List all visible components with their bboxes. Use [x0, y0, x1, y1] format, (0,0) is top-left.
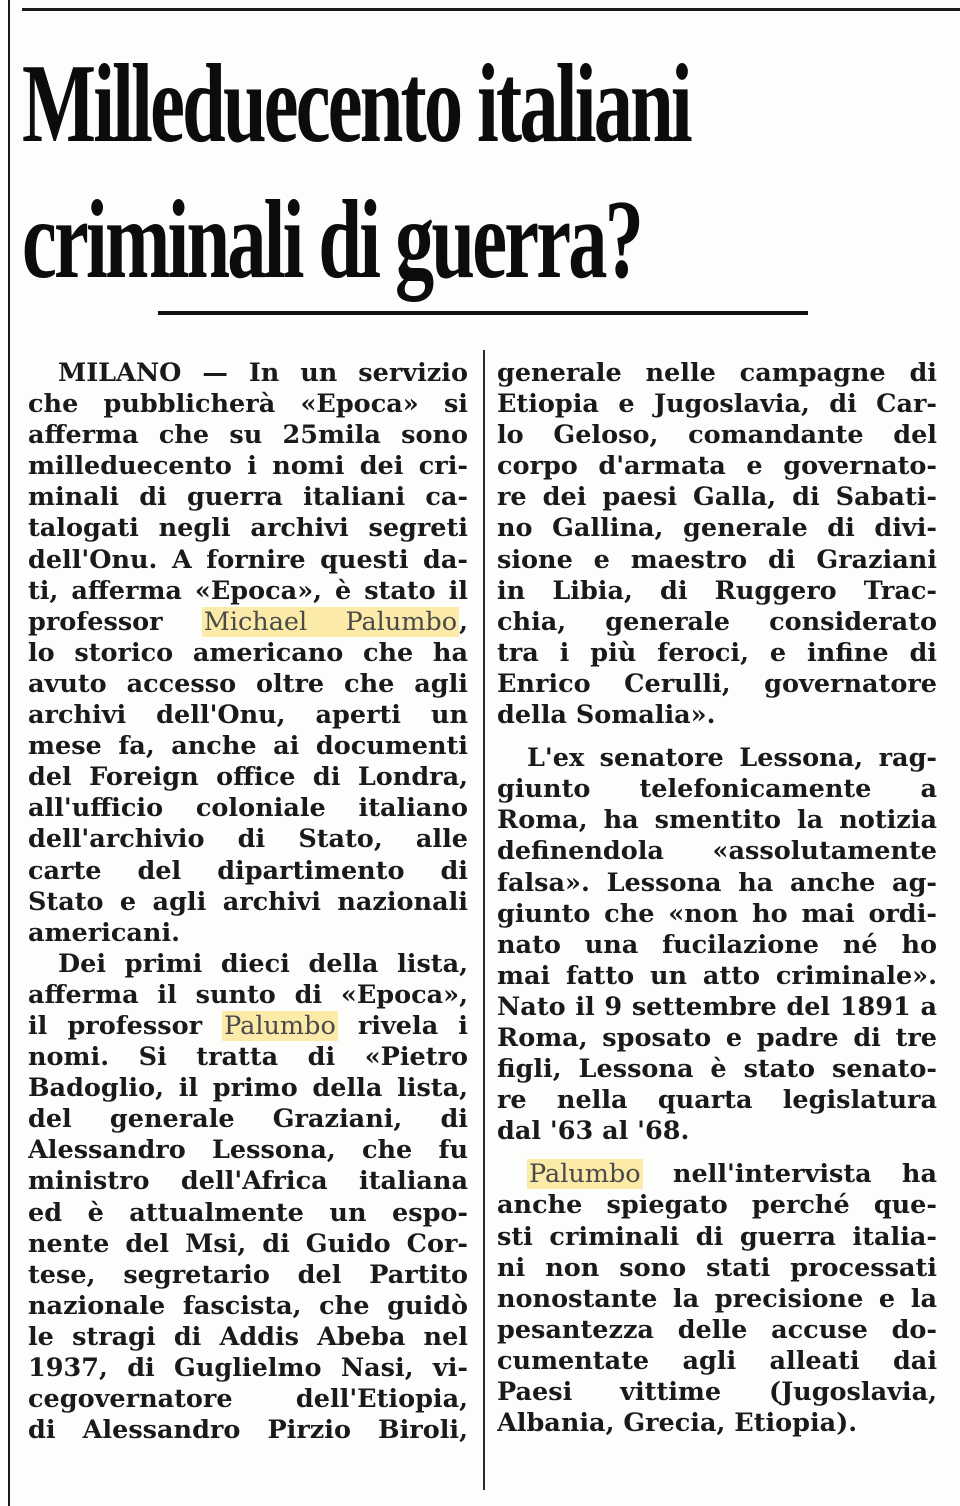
highlighted-name: Michael Palumbo [203, 606, 458, 637]
article-text-line: anche spiegato perché que- [497, 1190, 937, 1221]
article-text-line: 1937, di Guglielmo Nasi, vi- [28, 1353, 468, 1383]
line-text-after: nell'intervista ha [642, 1159, 937, 1190]
article-text-line: Dei primi dieci della lista, [58, 948, 468, 979]
left-border-rule [8, 0, 10, 1506]
article-text-line: dal '63 al '68. [497, 1116, 690, 1147]
headline [22, 36, 690, 308]
article-text-line: cumentate agli alleati dai [497, 1345, 937, 1376]
article-text-line: milleduecento i nomi dei cri- [28, 451, 468, 482]
article-text-line: Stato e agli archivi nazionali [28, 886, 468, 917]
article-text-line [28, 1011, 468, 1042]
article-text-line: Enrico Cerulli, governatore [497, 668, 937, 699]
article-text-line: nazionale fascista, che guidò [28, 1290, 468, 1321]
article-text-line: Badoglio, il primo della lista, [28, 1073, 468, 1104]
paragraph-gap [497, 1147, 937, 1159]
article-text-line: ed è attualmente un espo- [28, 1197, 468, 1228]
article-text-line: tra i più feroci, e infine di [497, 637, 937, 668]
article-text-line: ni non sono stati processati [497, 1252, 937, 1283]
article-text-line: giunto telefonicamente a [497, 774, 937, 805]
article-text-line: della Somalia». [497, 700, 716, 731]
article-text-line: minali di guerra italiani ca- [28, 482, 468, 513]
article-text-line: di Alessandro Pirzio Biroli, [28, 1415, 468, 1446]
line-text-after: rivela i [337, 1010, 468, 1041]
article-column-right [497, 358, 937, 1439]
article-text-line: Etiopia e Jugoslavia, di Car- [497, 389, 937, 420]
article-text-line [28, 607, 468, 638]
article-text-line: le stragi di Addis Abeba nel [28, 1321, 468, 1352]
article-text-line: Paesi vittime (Jugoslavia, [497, 1377, 937, 1407]
article-text-line: Alessandro Lessona, che fu [28, 1135, 468, 1166]
article-text-line: generale nelle campagne di [497, 358, 937, 388]
top-border-rule [22, 8, 960, 11]
article-text-line: figli, Lessona è stato senato- [497, 1054, 937, 1085]
article-text-line: avuto accesso oltre che agli [28, 668, 468, 699]
article-text-line: carte del dipartimento di [28, 855, 468, 886]
headline-line-2: criminali di guerra? [22, 178, 642, 302]
article-text-line: tese, segretario del Partito [28, 1259, 468, 1290]
article-text-line: ti, afferma «Epoca», è stato il [28, 575, 468, 606]
article-text-line: talogati negli archivi segreti [28, 513, 468, 544]
headline-underline-rule [158, 311, 808, 315]
article-text-line: nente del Msi, di Guido Cor- [28, 1228, 468, 1259]
article-text-line: dell'Onu. A fornire questi da- [28, 544, 468, 575]
article-text-line: mai fatto un atto criminale». [497, 960, 937, 991]
line-text: professor [28, 606, 202, 637]
article-text-line: afferma il sunto di «Epoca», [28, 979, 468, 1010]
article-text-line: giunto che «non ho mai ordi- [497, 898, 937, 929]
article-column-left [28, 358, 468, 1446]
article-text-line: sti criminali di guerra italia- [497, 1221, 937, 1252]
article-text-line: MILANO — In un servizio [58, 358, 468, 388]
line-text-after: , [459, 606, 468, 637]
article-text-line: che pubblicherà «Epoca» si [28, 389, 468, 420]
article-text-line: all'ufficio coloniale italiano [28, 793, 468, 824]
article-text-line: mese fa, anche ai documenti [28, 731, 468, 762]
article-text-line: del Foreign office di Londra, [28, 762, 468, 793]
article-text-line [497, 1159, 937, 1190]
article-text-line: americani. [28, 917, 181, 948]
article-text-line: re dei paesi Galla, di Sabati- [497, 482, 937, 513]
article-text-line: sione e maestro di Graziani [497, 544, 937, 575]
article-text-line: Nato il 9 settembre del 1891 a [497, 991, 937, 1022]
article-text-line: Albania, Grecia, Etiopia). [497, 1408, 858, 1439]
article-text-line: cegovernatore dell'Etiopia, [28, 1384, 468, 1415]
highlighted-name: Palumbo [529, 1159, 641, 1190]
article-text-line: definendola «assolutamente [497, 836, 937, 867]
article-text-line: lo Geloso, comandante del [497, 420, 937, 451]
article-text-line: re nella quarta legislatura [497, 1085, 937, 1116]
article-text-line: in Libia, di Ruggero Trac- [497, 575, 937, 606]
article-text-line: falsa». Lessona ha anche ag- [497, 867, 937, 898]
article-text-line: L'ex senatore Lessona, rag- [527, 743, 937, 774]
article-text-line: dell'archivio di Stato, alle [28, 824, 468, 855]
article-text-line: nonostante la precisione e la [497, 1283, 937, 1314]
line-text: il professor [28, 1010, 223, 1041]
article-text-line: ministro dell'Africa italiana [28, 1166, 468, 1197]
highlighted-name: Palumbo [224, 1010, 336, 1041]
paragraph-gap [497, 731, 937, 743]
article-text-line: nomi. Si tratta di «Pietro [28, 1042, 468, 1073]
article-text-line: archivi dell'Onu, aperti un [28, 700, 468, 731]
headline-line-1: Milleduecento italiani [22, 42, 690, 166]
article-text-line: lo storico americano che ha [28, 637, 468, 668]
article-text-line: nato una fucilazione né ho [497, 929, 937, 960]
article-text-line: afferma che su 25mila sono [28, 420, 468, 451]
article-text-line: corpo d'armata e governato- [497, 451, 937, 482]
article-text-line: del generale Graziani, di [28, 1104, 468, 1135]
article-text-line: no Gallina, generale di divi- [497, 513, 937, 544]
article-text-line: chia, generale considerato [497, 606, 937, 637]
column-divider [483, 350, 485, 1490]
article-text-line: Roma, sposato e padre di tre [497, 1022, 937, 1053]
article-text-line: Roma, ha smentito la notizia [497, 805, 937, 836]
article-text-line: pesantezza delle accuse do- [497, 1314, 937, 1345]
